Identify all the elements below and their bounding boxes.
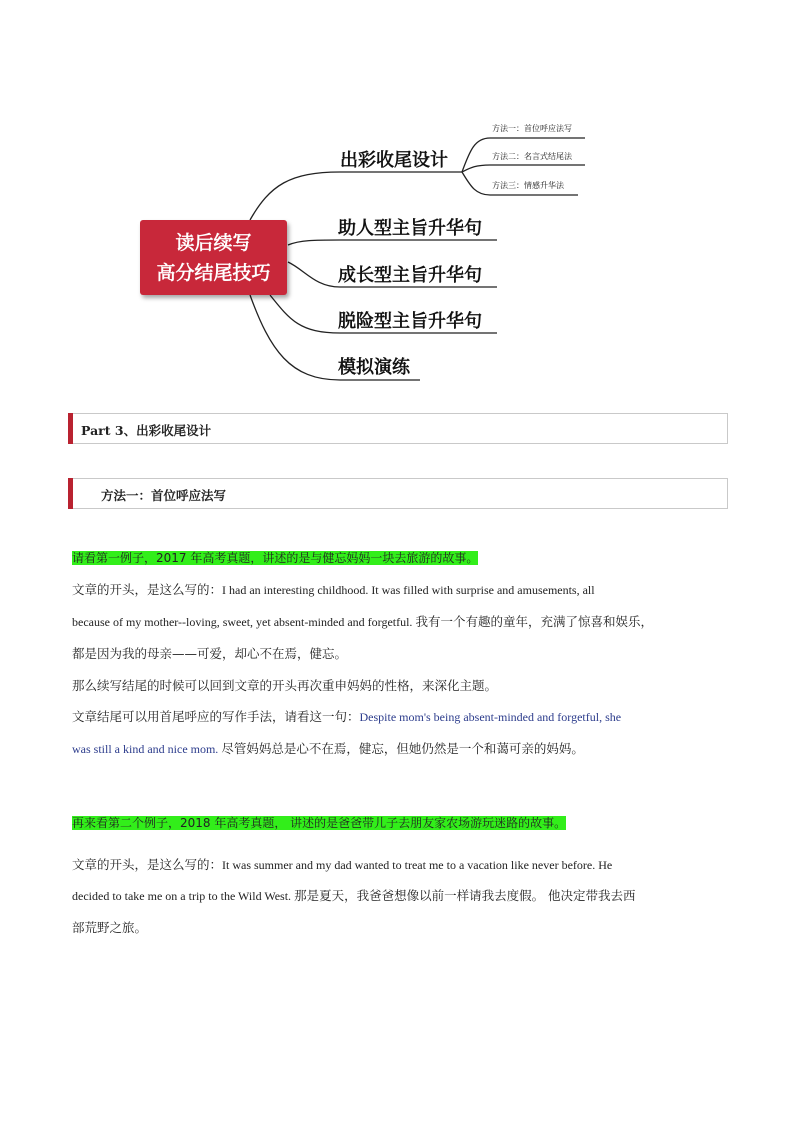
example1-line1 (72, 582, 595, 598)
branch-escape-theme: 脱险型主旨升华句 (338, 311, 482, 332)
example2-line2 (72, 888, 636, 904)
part3-title: Part 3、出彩收尾设计 (81, 423, 212, 438)
sub-connector-3 (462, 172, 490, 195)
mind-map-connectors (0, 0, 794, 400)
example1-line1-en: I had an interesting childhood. It was filled with surprise and amusements, all (222, 583, 595, 597)
branch-ending-design: 出彩收尾设计 (340, 150, 448, 171)
method1-header (68, 478, 728, 509)
example2-line3-cn: 部荒野之旅。 (72, 920, 148, 935)
part3-header (68, 413, 728, 444)
example1-line6-en: was still a kind and nice mom. (72, 742, 222, 756)
sub-connector-2 (462, 165, 490, 172)
example1-title-highlight: 请看第一例子，2017 年高考真题，讲述的是与健忘妈妈一块去旅游的故事。 (72, 551, 479, 565)
example1-line4 (72, 678, 497, 694)
sub-method-1: 方法一：首位呼应法写 (492, 124, 572, 133)
branch-growth-theme: 成长型主旨升华句 (338, 265, 482, 286)
example1-title (72, 550, 478, 566)
example1-line2-cn: 我有一个有趣的童年，充满了惊喜和娱乐， (415, 614, 653, 629)
example1-line5-cn: 文章结尾可以用首尾呼应的写作手法，请看这一句： (72, 709, 360, 724)
example2-line3 (72, 920, 147, 936)
example1-line5-en: Despite mom's being absent-minded and forgetful, she (359, 710, 622, 724)
center-title-line2: 高分结尾技巧 (156, 261, 271, 284)
example1-line3 (72, 646, 347, 662)
connector-3 (288, 262, 340, 287)
example1-line2 (72, 614, 653, 630)
connector-1 (250, 172, 340, 220)
sub-method-2: 方法二：名言式结尾法 (492, 152, 572, 161)
branch-helping-theme: 助人型主旨升华句 (338, 218, 482, 239)
example2-line1 (72, 857, 612, 873)
example1-line2-en: because of my mother--loving, sweet, yet absent-minded and forgetful. (72, 615, 416, 629)
mind-map (0, 0, 794, 400)
method1-accent-bar (68, 478, 73, 509)
example1-line3-cn: 都是因为我的母亲——可爱，却心不在焉，健忘。 (72, 646, 348, 661)
example1-line6-cn: 尽管妈妈总是心不在焉，健忘，但她仍然是一个和蔼可亲的妈妈。 (221, 741, 584, 756)
example1-line6 (72, 741, 584, 757)
example2-title-highlight: 再来看第二个例子，2018 年高考真题， 讲述的是爸爸带儿子去朋友家农场游玩迷路的故事。 (72, 816, 567, 830)
example2-line1-en: It was summer and my dad wanted to treat me to a vacation like never before. He (222, 858, 613, 872)
example2-line2-cn: 那是夏天，我爸爸想像以前一样请我去度假。 他决定带我去西 (294, 888, 636, 903)
example2-line2-en: decided to take me on a trip to the Wild West. (72, 889, 295, 903)
center-title-line1: 读后续写 (175, 231, 252, 254)
example1-line5 (72, 709, 621, 725)
method1-title: 方法一：首位呼应法写 (101, 488, 227, 503)
branch-practice: 模拟演练 (338, 357, 410, 378)
part3-accent-bar (68, 413, 73, 444)
example1-line4-cn: 那么续写结尾的时候可以回到文章的开头再次重申妈妈的性格，来深化主题。 (72, 678, 498, 693)
example2-line1-cn: 文章的开头，是这么写的： (72, 857, 223, 872)
example2-title (72, 815, 566, 831)
example1-line1-cn: 文章的开头，是这么写的： (72, 582, 223, 597)
sub-method-3: 方法三：情感升华法 (492, 181, 564, 190)
connector-4 (270, 295, 340, 333)
connector-5 (250, 295, 340, 380)
mind-map-center (140, 220, 287, 295)
connector-2 (288, 240, 340, 245)
